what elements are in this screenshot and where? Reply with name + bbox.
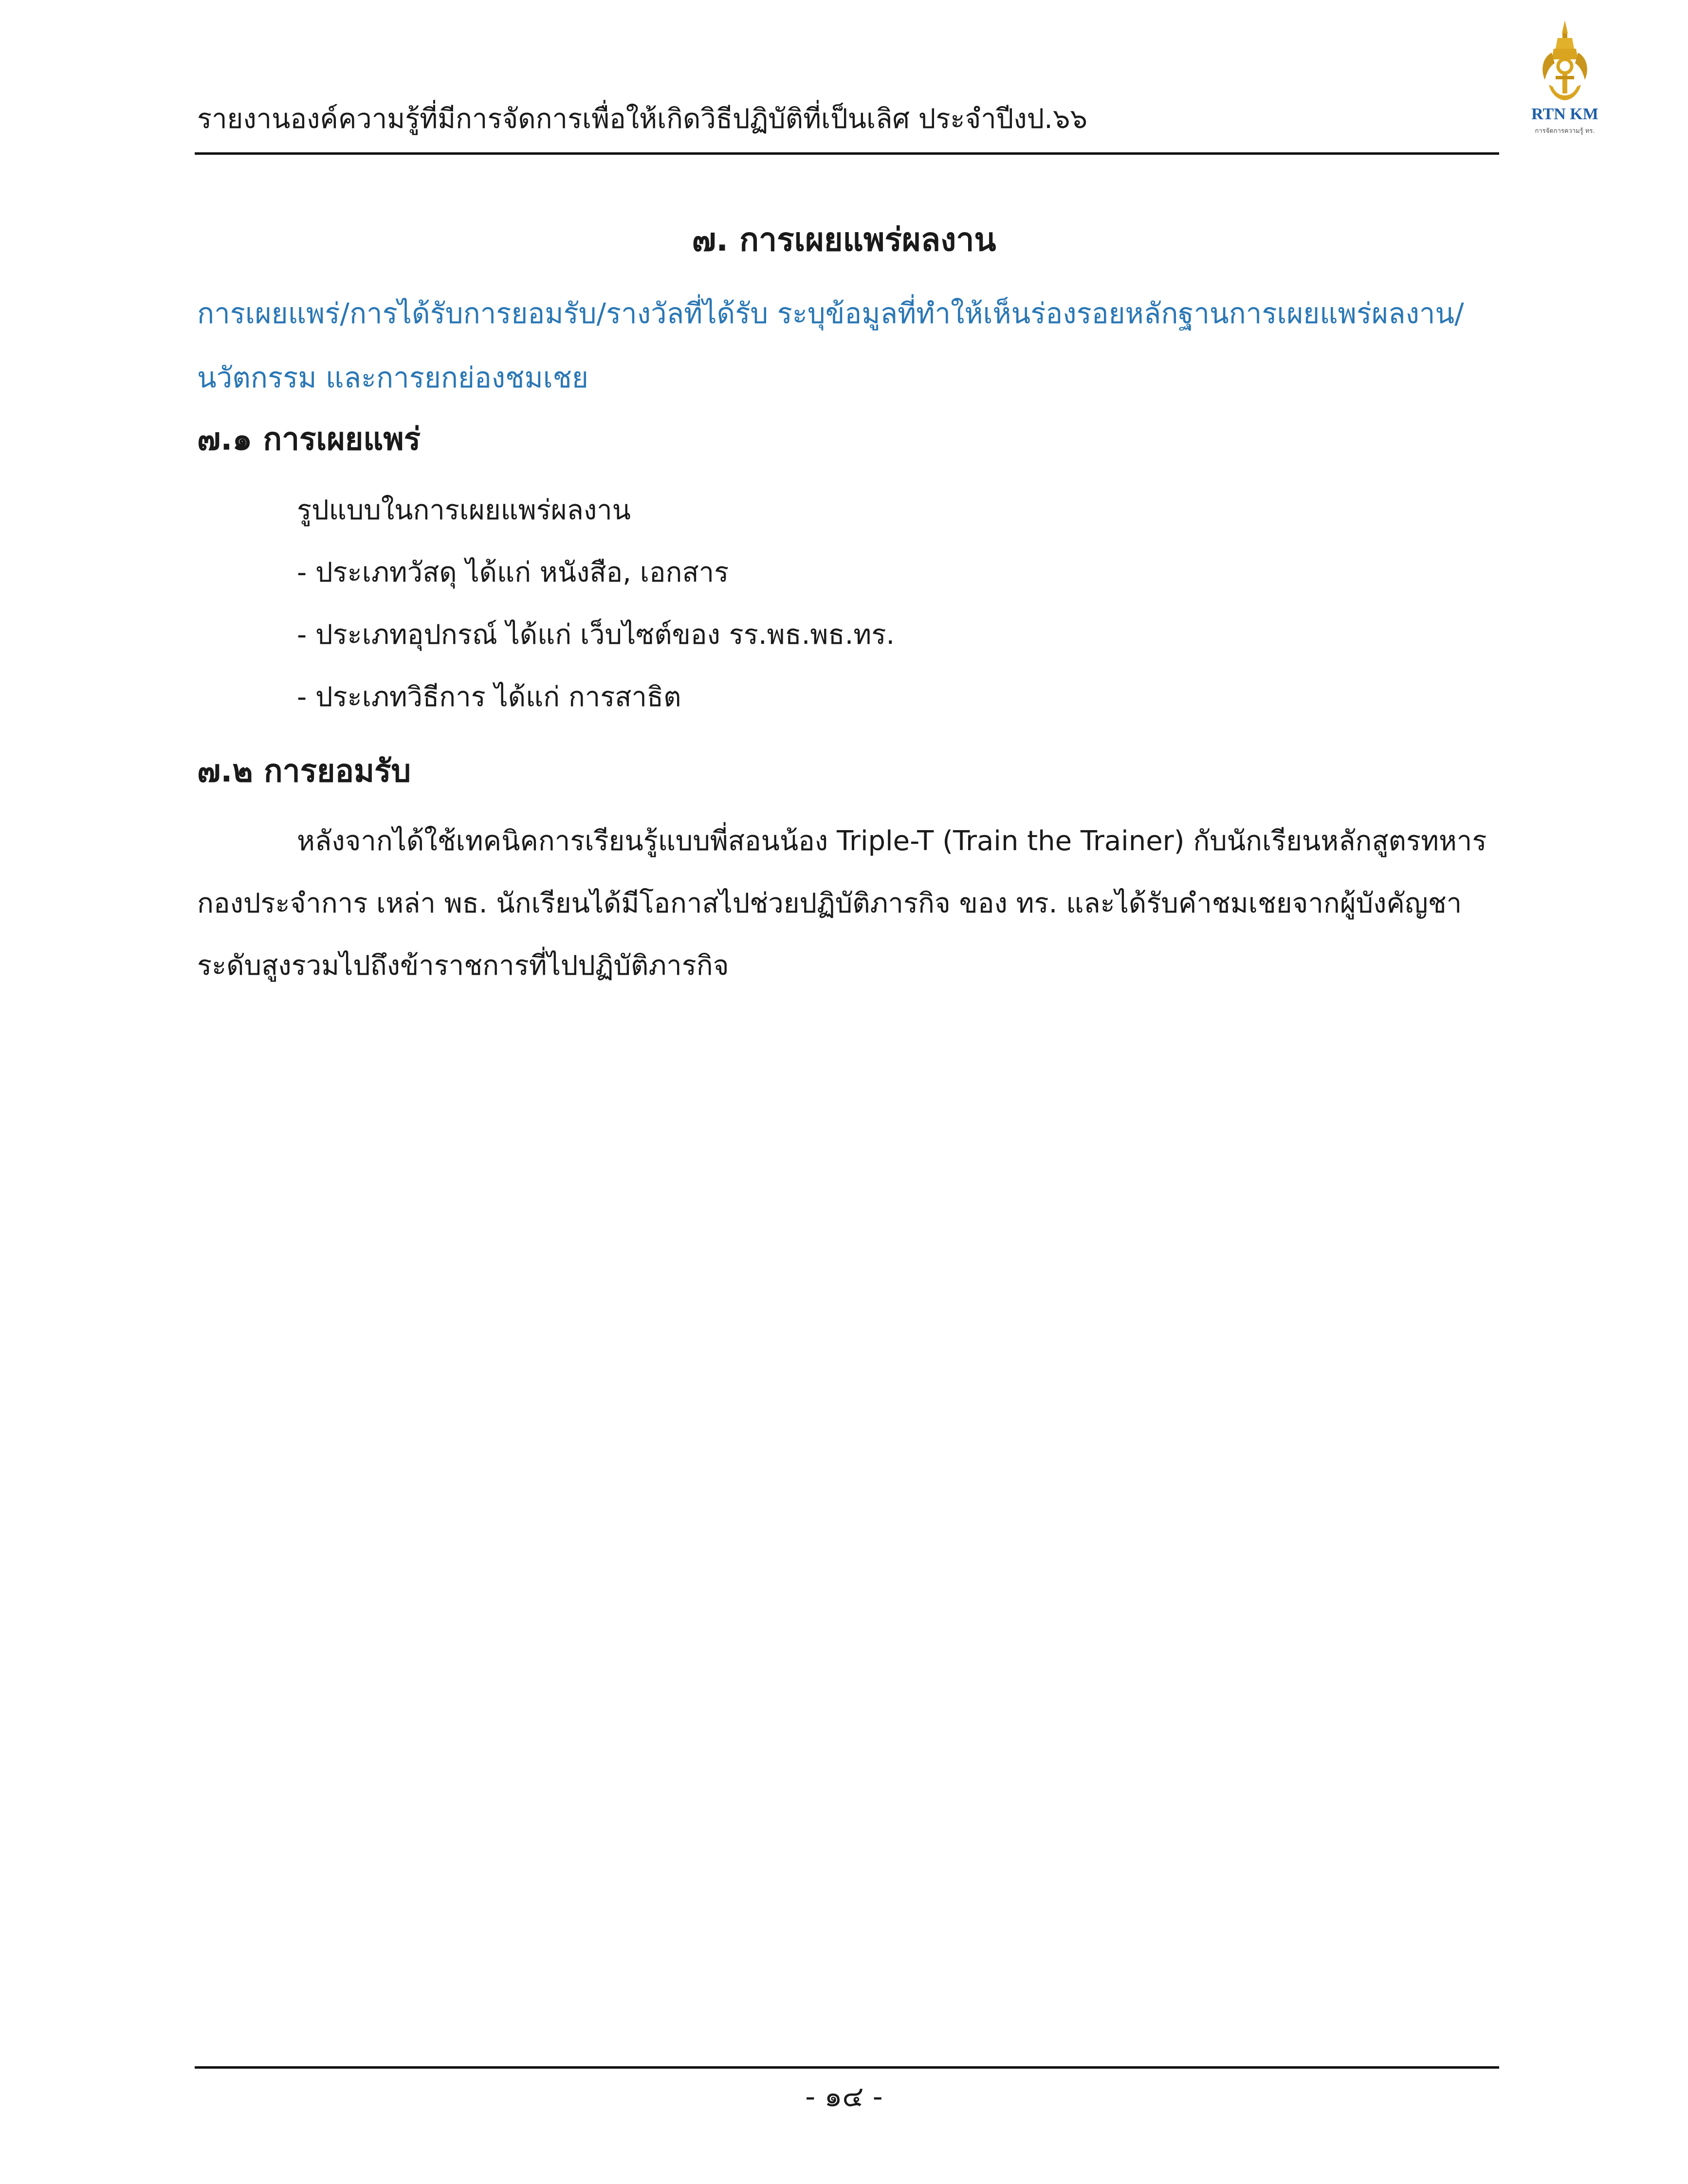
section-intro xyxy=(197,281,1511,410)
list-item: - ประเภทวัสดุ ได้แก่ หนังสือ, เอกสาร xyxy=(297,557,729,588)
paragraph-line: ระดับสูงรวมไปถึงข้าราชการที่ไปปฏิบัติภารกิจ xyxy=(197,950,729,982)
dissemination-list xyxy=(297,479,895,728)
page-number: - ๑๔ - xyxy=(805,2080,883,2113)
intro-line: การเผยแพร่/การได้รับการยอมรับ/รางวัลที่ได้รับ ระบุข้อมูลที่ทำให้เห็นร่องรอยหลักฐานการเผยแพร่ผลงาน/ xyxy=(197,297,1464,330)
paragraph-line: หลังจากได้ใช้เทคนิคการเรียนรู้แบบพี่สอนน้อง Triple-T (Train the Trainer) กับนักเรียนหลักสูตรทหาร xyxy=(297,825,1487,857)
page-header-title: รายงานองค์ความรู้ที่มีการจัดการเพื่อให้เกิดวิธีปฏิบัติที่เป็นเลิศ ประจำปีงป.๖๖ xyxy=(197,103,1088,135)
footer-divider xyxy=(195,2066,1499,2069)
royal-crown-emblem-icon xyxy=(1523,18,1606,106)
logo-subtitle: การจัดการความรู้ ทร. xyxy=(1535,127,1595,135)
section-title: ๗. การเผยแพร่ผลงาน xyxy=(692,221,996,258)
list-item: รูปแบบในการเผยแพร่ผลงาน xyxy=(297,494,631,526)
logo-title: RTN KM xyxy=(1531,105,1598,123)
list-item: - ประเภทวิธีการ ได้แก่ การสาธิต xyxy=(297,681,681,713)
paragraph-line: กองประจำการ เหล่า พธ. นักเรียนได้มีโอกาสไปช่วยปฏิบัติภารกิจ ของ ทร. และได้รับคำชมเชยจากผู้บังคัญชา xyxy=(197,888,1462,919)
header-divider xyxy=(195,152,1499,155)
list-item: - ประเภทอุปกรณ์ ได้แก่ เว็บไซต์ของ รร.พธ.พธ.ทร. xyxy=(297,619,895,651)
subsection-heading-recognition: ๗.๒ การยอมรับ xyxy=(197,753,411,789)
intro-line: นวัตกรรม และการยกย่องชมเชย xyxy=(197,361,588,394)
subsection-heading-dissemination: ๗.๑ การเผยแพร่ xyxy=(197,421,421,457)
rtn-km-logo xyxy=(1523,18,1606,140)
recognition-paragraph xyxy=(197,810,1502,997)
